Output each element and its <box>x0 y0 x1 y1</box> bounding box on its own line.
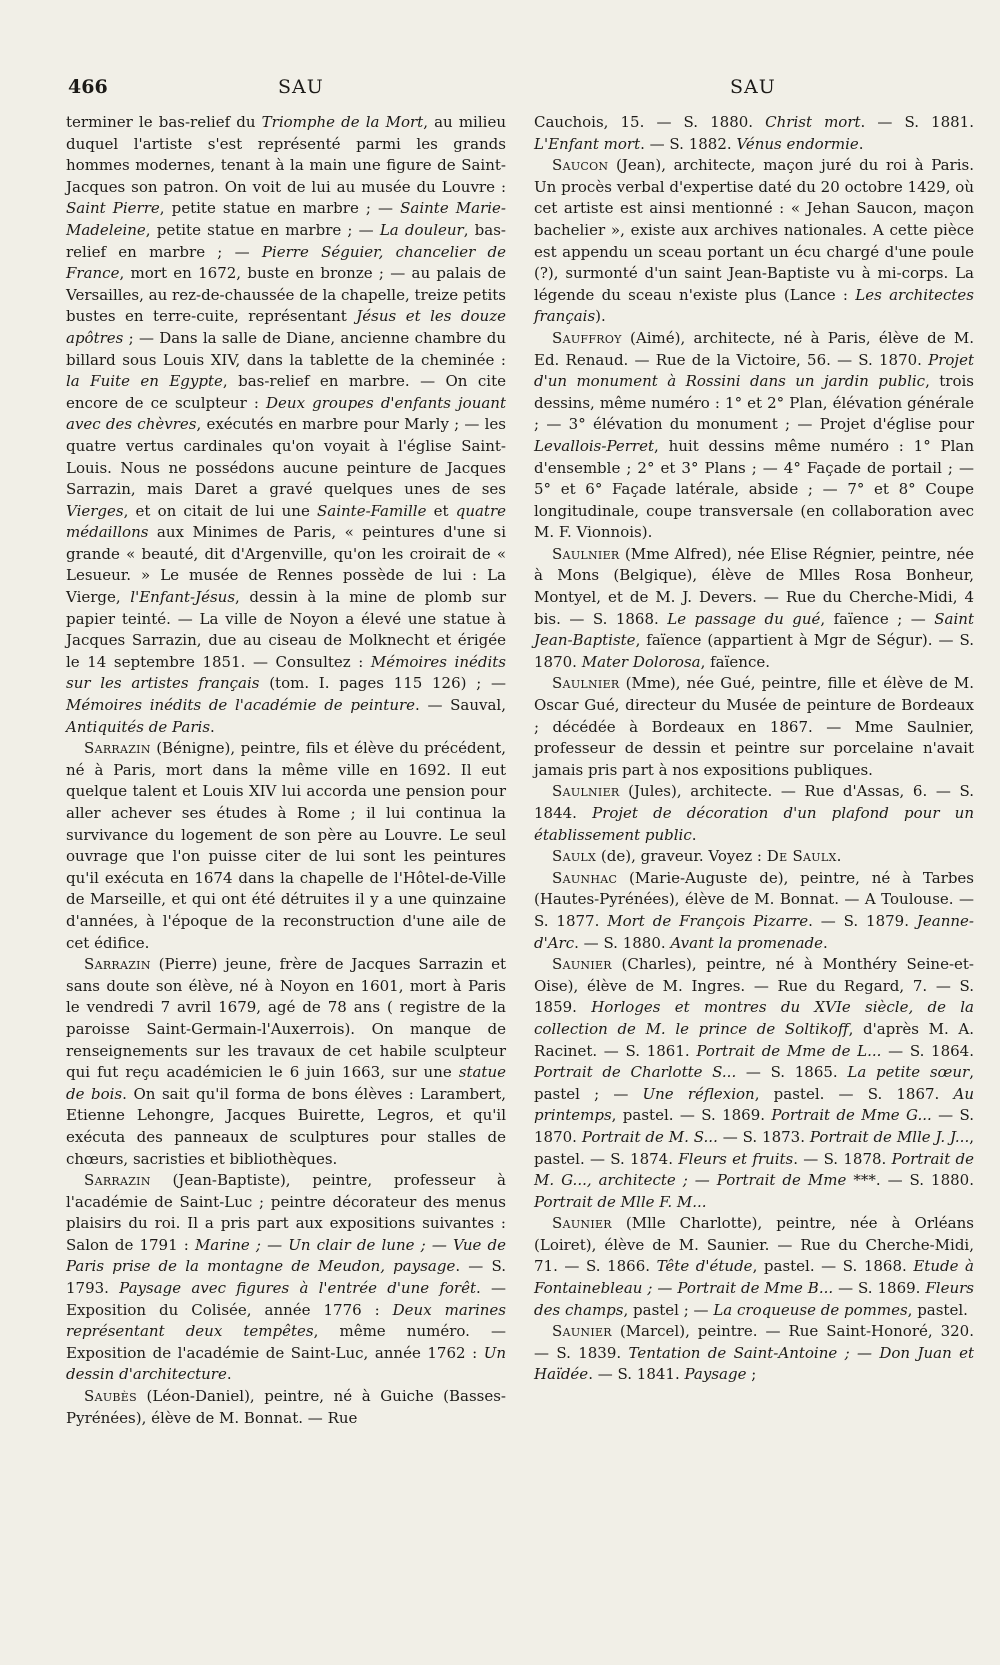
entry-headword: Saucon <box>552 156 609 175</box>
continued-paragraph: terminer le bas-relief du Triomphe de la Mort, au milieu duquel l'artiste s'est représenté parmi les grands hommes modernes, tenant à la main une figure de Saint-Jacques son patron. On voit de lui au musée du Louvre : Saint Pierre, petite statue en marbre ; — Sainte Marie-Madeleine, petite statue en marbre ; — La douleur, bas-relief en marbre ; — Pierre Séguier, chancelier de France, mort en 1672, buste en bronze ; — au palais de Versailles, au rez-de-chaussée de la chapelle, treize petits bustes en terre-cuite, représentant Jésus et les douze apôtres ; — Dans la salle de Diane, ancienne chambre du billard sous Louis XIV, dans la tablette de la cheminée : la Fuite en Egypte, bas-relief en marbre. — On cite encore de ce sculpteur : Deux groupes d'enfants jouant avec des chèvres, exécutés en marbre pour Marly ; — les quatre vertus cardinales qu'on voyait à l'église Saint-Louis. Nous ne possédons aucune peinture de Jacques Sarrazin, mais Daret a gravé quelques unes de ses Vierges, et on citait de lui une Sainte-Famille et quatre médaillons aux Minimes de Paris, « peintures d'une si grande « beauté, dit d'Argenville, qu'on les croirait de « Lesueur. » Le musée de Rennes possède de lui : La Vierge, l'Enfant-Jésus, dessin à la mine de plomb sur papier teinté. — La ville de Noyon a élevé une statue à Jacques Sarrazin, due au ciseau de Molknecht et érigée le 14 septembre 1851. — Consultez : Mémoires inédits sur les artistes français (tom. I. pages 115 126) ; — Mémoires inédits de l'académie de peinture. — Sauval, Antiquités de Paris. <box>66 113 507 736</box>
entry-saunier-charles: Saunier (Charles), peintre, né à Monthéry Seine-et-Oise), élève de M. Ingres. — Rue du Regard, 7. — S. 1859. Horloges et montres du XVIe siècle, de la collection de M. le prince de Soltikoff, d'après M. A. Racinet. — S. 1861. Portrait de Mme de L... — S. 1864. Portrait de Charlotte S... — S. 1865. La petite sœur, pastel ; — Une réflexion, pastel. — S. 1867. Au printemps, pastel. — S. 1869. Portrait de Mme G... — S. 1870. Portrait de M. S... — S. 1873. Portrait de Mlle J. J..., pastel. — S. 1874. Fleurs et fruits. — S. 1878. Portrait de M. G..., architecte ; — Portrait de Mme ***. — S. 1880. Portrait de Mlle F. M... <box>534 955 974 1211</box>
right-column <box>534 112 974 1386</box>
running-head-left: SAU <box>278 76 324 98</box>
entry-headword: Saulnier <box>552 674 620 693</box>
entry-headword: Sarrazin <box>84 955 151 974</box>
entry-headword: Sarrazin <box>84 739 151 758</box>
entry-saunier-charlotte: Saunier (Mlle Charlotte), peintre, née à Orléans (Loiret), élève de M. Saunier. — Rue du Cherche-Midi, 71. — S. 1866. Tête d'étude, pastel. — S. 1868. Etude à Fontainebleau ; — Portrait de Mme B... — S. 1869. Fleurs des champs, pastel ; — La croqueuse de pommes, pastel. <box>534 1214 974 1319</box>
entry-headword: Sarrazin <box>84 1171 151 1190</box>
entry-saucon: Saucon (Jean), architecte, maçon juré du roi à Paris. Un procès verbal d'expertise daté du 20 octobre 1429, où cet artiste est ainsi mentionné : « Jehan Saucon, maçon bachelier », existe aux archives nationales. A cette pièce est appendu un sceau portant un écu chargé d'une poule (?), surmonté d'un saint Jean-Baptiste vu à mi-corps. La légende du sceau n'existe plus (Lance : Les architectes français). <box>534 156 974 326</box>
entry-headword: Saunhac <box>552 868 618 887</box>
entry-saubes: Saubès (Léon-Daniel), peintre, né à Guiche (Basses-Pyrénées), élève de M. Bonnat. — Rue <box>66 1387 506 1427</box>
entry-sauffroy: Sauffroy (Aimé), architecte, né à Paris, élève de M. Ed. Renaud. — Rue de la Victoire, 56. — S. 1870. Projet d'un monument à Rossini dans un jardin public, trois dessins, même numéro : 1° et 2° Plan, élévation générale ; — 3° élévation du monument ; — Projet d'église pour Levallois-Perret, huit dessins même numéro : 1° Plan d'ensemble ; 2° et 3° Plans ; — 4° Façade de portail ; — 5° et 6° Façade latérale, abside ; — 7° et 8° Coupe longitudinale, coupe transversale (en collaboration avec M. F. Vionnois). <box>534 328 974 542</box>
entry-saunhac: Saunhac (Marie-Auguste de), peintre, né à Tarbes (Hautes-Pyrénées), élève de M. Bonnat. — A Toulouse. — S. 1877. Mort de François Pizarre. — S. 1879. Jeanne-d'Arc. — S. 1880. Avant la promenade. <box>534 868 974 952</box>
running-head-right: SAU <box>730 76 776 98</box>
entry-saulnier-mme: Saulnier (Mme), née Gué, peintre, fille et élève de M. Oscar Gué, directeur du Musée de peinture de Bordeaux ; décédée à Bordeaux en 1867. — Mme Saulnier, professeur de dessin et peintre sur porcelaine n'avait jamais pris part à nos expositions publiques. <box>534 674 974 779</box>
entry-saunier-marcel: Saunier (Marcel), peintre. — Rue Saint-Honoré, 320. — S. 1839. Tentation de Saint-Antoine ; — Don Juan et Haïdée. — S. 1841. Paysage ; <box>534 1322 974 1384</box>
entry-headword: Saunier <box>552 1214 612 1233</box>
entry-headword: Saubès <box>84 1387 137 1406</box>
entry-headword: Sauffroy <box>552 328 622 347</box>
entry-headword: Saulnier <box>552 544 620 563</box>
entry-headword: Saulx <box>552 847 597 866</box>
entry-sarrazin-benigne: Sarrazin (Bénigne), peintre, fils et élève du précédent, né à Paris, mort dans la même ville en 1692. Il eut quelque talent et Louis XIV lui accorda une pension pour aller achever ses études à Rome ; il lui continua la survivance du logement de son père au Louvre. Le seul ouvrage que l'on puisse citer de lui sont les peintures qu'il exécuta en 1674 dans la chapelle de l'Hôtel-de-Ville de Marseille, et qui ont été détruites il y a une quinzaine d'années, à l'époque de la reconstruction d'une aile de cet édifice. <box>66 739 506 952</box>
entry-headword: Saunier <box>552 1322 612 1341</box>
page-number: 466 <box>68 76 108 98</box>
entry-saulx: Saulx (de), graveur. Voyez : De Saulx. <box>552 847 842 866</box>
entry-headword: Saunier <box>552 955 612 974</box>
continued-entry: Cauchois, 15. — S. 1880. Christ mort. — S. 1881. L'Enfant mort. — S. 1882. Vénus endormie. <box>534 113 974 153</box>
entry-sarrazin-pierre: Sarrazin (Pierre) jeune, frère de Jacques Sarrazin et sans doute son élève, né à Noyon en 1601, mort à Paris le vendredi 7 avril 1679, agé de 78 ans ( registre de la paroisse Saint-Germain-l'Auxerrois). On manque de renseignements sur les travaux de cet habile sculpteur qui fut reçu académicien le 6 juin 1663, sur une statue de bois. On sait qu'il forma de bons élèves : Larambert, Etienne Lehongre, Jacques Buirette, Legros, et qu'il exécuta des panneaux de sculptures pour stalles de chœurs, sacristies et bibliothèques. <box>66 955 506 1168</box>
entry-saulnier-alfred: Saulnier (Mme Alfred), née Elise Régnier, peintre, née à Mons (Belgique), élève de Mlles Rosa Bonheur, Montyel, et de M. J. Devers. — Rue du Cherche-Midi, 4 bis. — S. 1868. Le passage du gué, faïence ; — Saint Jean-Baptiste, faïence (appartient à Mgr de Ségur). — S. 1870. Mater Dolorosa, faïence. <box>534 544 974 671</box>
entry-headword: Saulnier <box>552 782 620 801</box>
left-column <box>66 112 506 1429</box>
entry-sarrazin-jean-baptiste: Sarrazin (Jean-Baptiste), peintre, professeur à l'académie de Saint-Luc ; peintre décorateur des menus plaisirs du roi. Il a pris part aux expositions suivantes : Salon de 1791 : Marine ; — Un clair de lune ; — Vue de Paris prise de la montagne de Meudon, paysage. — S. 1793. Paysage avec figures à l'entrée d'une forêt. — Exposition du Colisée, année 1776 : Deux marines représentant deux tempêtes, même numéro. — Exposition de l'académie de Saint-Luc, année 1762 : Un dessin d'architecture. <box>66 1171 507 1384</box>
page-header <box>0 76 1000 106</box>
entry-saulnier-jules: Saulnier (Jules), architecte. — Rue d'Assas, 6. — S. 1844. Projet de décoration d'un plafond pour un établissement public. <box>534 782 974 844</box>
cross-reference: De Saulx <box>766 847 837 866</box>
